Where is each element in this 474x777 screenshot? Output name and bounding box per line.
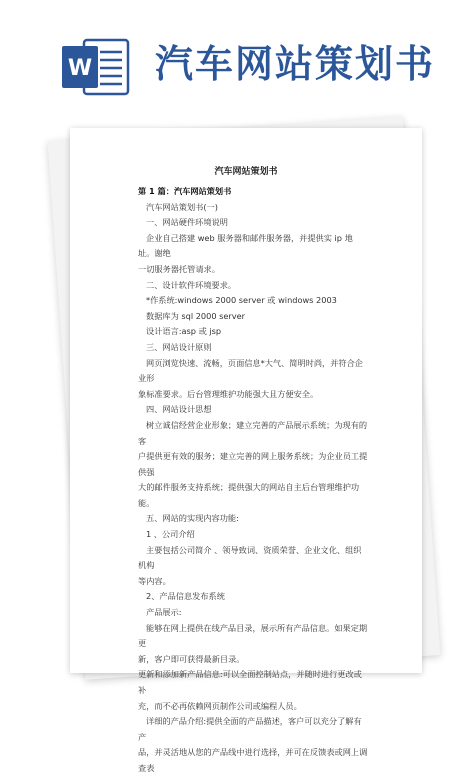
document-line: 大的邮件服务支持系统；提供强大的网站自主后台管理维护功能。 [138, 482, 360, 508]
document-line: 能够在网上提供在线产品目录，展示所有产品信息。如果定期更 [138, 622, 368, 649]
banner [0, 0, 474, 110]
document-page [70, 128, 422, 773]
document-line: 一切服务器托管请求。 [138, 263, 220, 274]
document-line: 二、设计软件环境要求。 [146, 279, 237, 290]
document-line: 户提供更有效的服务；建立完善的网上服务系统；为企业员工提供强 [138, 451, 368, 477]
document-title: 汽车网站策划书 [214, 167, 278, 177]
document-line: 品，并灵活地从您的产品线中进行选择，并可在反馈表或网上调查表 [138, 747, 368, 773]
document-line: 三、网站设计原则 [146, 341, 212, 352]
banner-title: 汽车网站策划书 [155, 42, 436, 86]
document-line: 充，而不必再依赖网页制作公司或编程人员。 [138, 700, 302, 711]
document-line: *作系统:windows 2000 server 或 windows 2003 [146, 295, 337, 306]
document-line: 设计语言:asp 或 jsp [146, 326, 222, 337]
document-line: 一、网站硬件环境说明 [146, 217, 228, 228]
document-line: 五、网站的实现内容功能: [146, 513, 239, 524]
document-line: 主要包括公司简介 、领导致词、资质荣誉、企业文化、组织机构 [138, 544, 362, 571]
document-line: 更新和添加新产品信息:可以全面控制站点，并随时进行更改或补 [138, 669, 362, 695]
document-body [138, 184, 368, 777]
document-line: 第 1 篇：汽车网站策划书 [138, 186, 232, 196]
word-logo-letter: W [67, 56, 93, 81]
document-line: 数据库为 sql 2000 server [146, 310, 246, 321]
document-line: 网页浏览快速、流畅，页面信息*大气、简明时尚，并符合企业形 [138, 357, 363, 384]
document-line: 1 、公司介绍 [146, 529, 195, 540]
document-line: 树立诚信经营企业形象；建立完善的产品展示系统；为现有的客 [138, 419, 368, 446]
document-line: 等内容。 [138, 575, 171, 586]
document-line: 新，客户即可获得最新目录。 [138, 653, 245, 664]
document-line: 四、网站设计思想 [146, 404, 212, 415]
word-document-icon [60, 38, 130, 96]
document-line: 企业自己搭建 web 服务器和邮件服务器，并提供实 ip 地址。谢绝 [138, 232, 353, 259]
document-line: 产品展示: [146, 607, 182, 618]
document-line: 2、产品信息发布系统 [146, 591, 225, 602]
document-line: 象标准要求。后台管理维护功能强大且方便安全。 [138, 388, 319, 399]
document-line: 详细的产品介绍:提供全面的产品描述，客户可以充分了解有产 [138, 716, 362, 742]
document-line: 汽车网站策划书(一) [146, 201, 218, 212]
